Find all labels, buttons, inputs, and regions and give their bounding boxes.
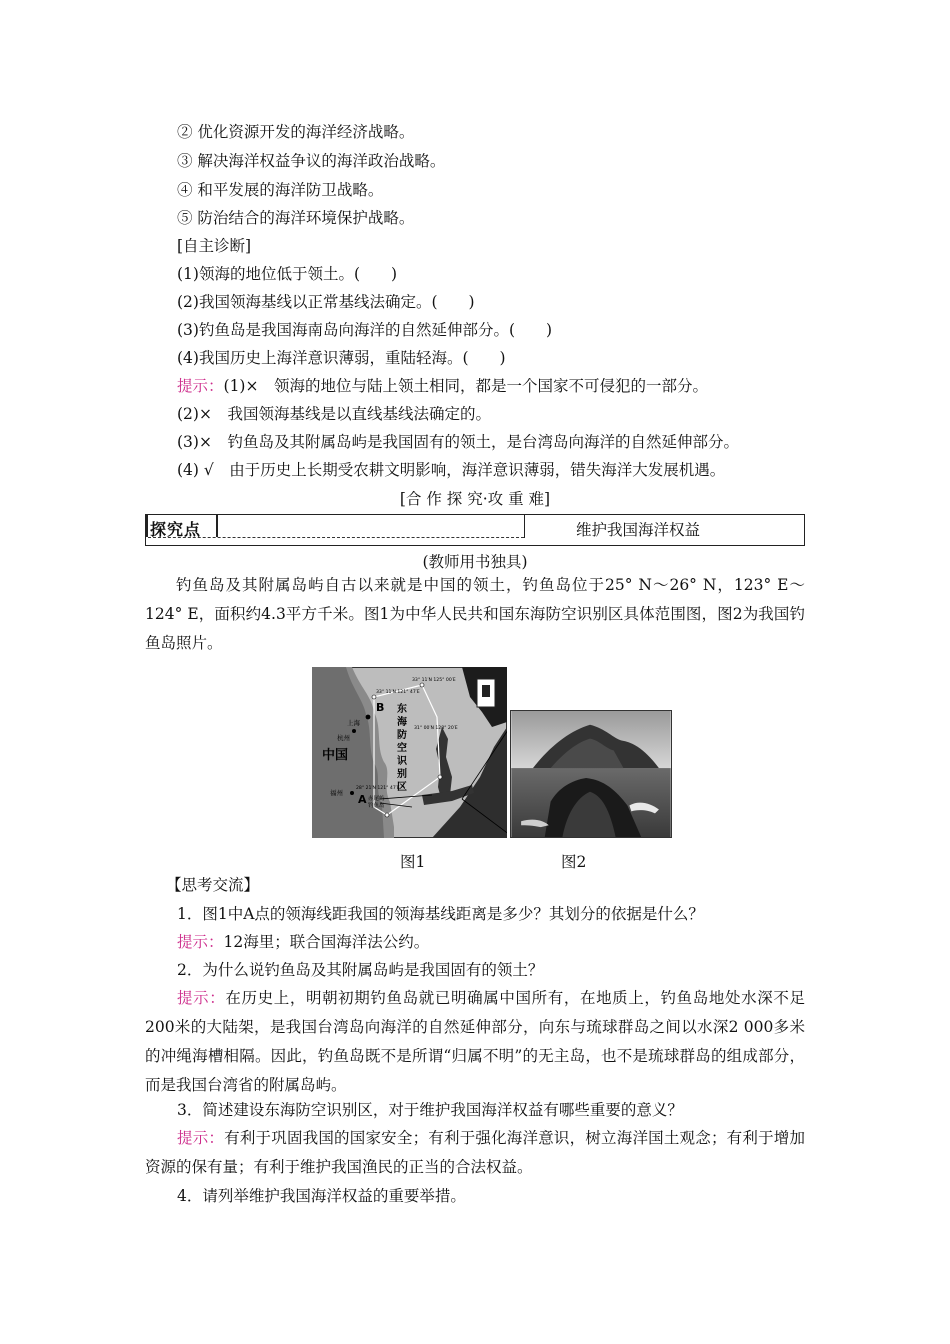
hint-label: 提示： [177,377,224,395]
answer: 提示：有利于巩固我国的国家安全；有利于强化海洋意识，树立海洋国土观念；有利于增加资源的保有量；有利于维护我国渔民的正当的合法权益。 [145,1129,805,1176]
teacher-note: (教师用书独具) [422,553,528,571]
diagnosis-answer: (2)× 我国领海基线是以直线基线法确定的。 [177,405,491,423]
explore-title: 维护我国海洋权益 [576,521,701,539]
figure-1-caption: 图1 [400,853,426,871]
diagnosis-answer: (3)× 钓鱼岛及其附属岛屿是我国固有的领土，是台湾岛向海洋的自然延伸部分。 [177,433,739,451]
coord-label: 33° 11′N 125° 00′E [412,678,456,683]
discussion-heading: 【思考交流】 [166,876,260,894]
strategy-item: ⑤ 防治结合的海洋环境保护战略。 [177,209,415,227]
diagnosis-answer: 提示：(1)× 领海的地位与陆上领土相同，都是一个国家不可侵犯的一部分。 [177,377,708,395]
question: 4．请列举维护我国海洋权益的重要举措。 [177,1187,466,1205]
tag-bar-left [146,515,148,537]
question: 2．为什么说钓鱼岛及其附属岛屿是我国固有的领土？ [177,961,544,979]
section-heading: [合 作 探 究·攻 重 难] [399,490,551,508]
intro-paragraph: 钓鱼岛及其附属岛屿自古以来就是中国的领土，钓鱼岛位于25° N～26° N，123° E～124° E，面积约4.3平方千米。图1为中华人民共和国东海防空识别区具体范围图，图2为我国钓鱼岛照片。 [145,576,805,652]
hint-label: 提示： [177,933,224,951]
diagnosis-answer: (4) √ 由于历史上长期受农耕文明影响，海洋意识薄弱，错失海洋大发展机遇。 [177,461,726,479]
answer: 提示：在历史上，明朝初期钓鱼岛就已明确属中国所有，在地质上，钓鱼岛地处水深不足200米的大陆架，是我国台湾岛向海洋的自然延伸部分，向东与琉球群岛之间以水深2 000多米的冲绳海槽相隔。因此，钓鱼岛既不是所谓“归属不明”的无主岛，也不是琉球群岛的组成部分，而是我国台湾省的附属岛屿。 [145,989,805,1094]
shanghai-label: 上海 [347,719,360,727]
answer: 提示：12海里；联合国海洋法公约。 [177,933,430,951]
zone-char: 海 [397,717,407,728]
question: 1．图1中A点的领海线距我国的领海基线距离是多少？其划分的依据是什么？ [177,905,704,923]
point-a-label: A [358,793,367,806]
chiwei-label: 赤尾屿 [368,796,385,802]
coord-label: 33° 11′N 121° 47′E [376,690,420,695]
diaoyu-label: 钓鱼岛 [368,803,385,809]
hangzhou-label: 杭州 [337,734,350,742]
diagnosis-item: (4)我国历史上海洋意识薄弱，重陆轻海。( ) [177,349,506,367]
strategy-item: ② 优化资源开发的海洋经济战略。 [177,123,415,141]
self-diagnosis-heading: [自主诊断] [177,237,252,255]
point-b-label: B [376,701,385,714]
strategy-item: ③ 解决海洋权益争议的海洋政治战略。 [177,152,446,170]
zone-char: 东 [397,704,407,715]
tag-bar-right [216,515,218,537]
china-label: 中国 [322,748,349,763]
east-china-sea-adiz-map [312,667,507,838]
diagnosis-item: (1)领海的地位低于领土。( ) [177,265,398,283]
diagnosis-item: (2)我国领海基线以正常基线法确定。( ) [177,293,475,311]
diagnosis-item: (3)钓鱼岛是我国海南岛向海洋的自然延伸部分。( ) [177,321,553,339]
figure-2-caption: 图2 [561,853,587,871]
strategy-item: ④ 和平发展的海洋防卫战略。 [177,181,384,199]
zone-char: 识 [397,756,407,767]
zone-char: 别 [397,769,407,780]
fuzhou-label: 福州 [330,789,343,797]
zone-char: 区 [397,782,407,793]
diaoyu-island-photo [510,710,672,838]
divider [524,514,525,538]
question: 3．简述建设东海防空识别区，对于维护我国海洋权益有哪些重要的意义？ [177,1101,683,1119]
hint-label: 提示： [177,989,226,1007]
coord-label: 28° 21′N 121° 47′E [356,786,400,791]
dashed-rule [148,537,524,538]
hint-label: 提示： [177,1129,225,1147]
explore-header [145,514,805,546]
zone-char: 空 [397,743,407,754]
zone-char: 防 [397,730,407,741]
coord-label: 31° 00′N 128° 20′E [414,726,458,731]
explore-tag: 探究点 [150,520,202,539]
